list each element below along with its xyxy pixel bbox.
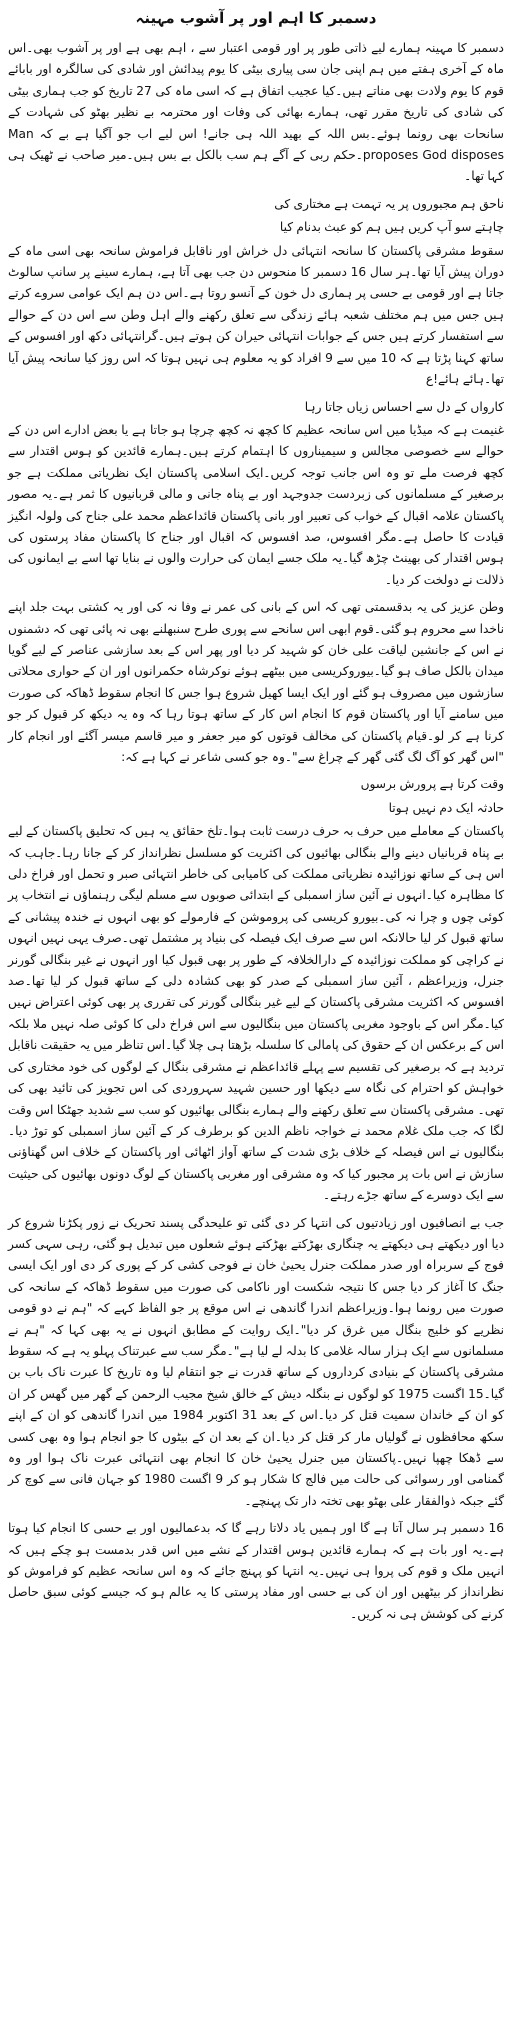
verse-line: وقت کرتا ہے پرورش برسوں — [360, 777, 504, 792]
paragraph-founder-loss: وطن عزیز کی یہ بدقسمتی تھی کہ اس کے بانی کی عمر نے وفا نہ کی اور یہ کشتی بہت جلد اپنے ناخدا سے محروم ہو گئی۔قوم ابھی اس سانحے سے پوری طرح سنبھلنے بھی نہ پائی تھی کہ دشمنوں نے اس کے جانشین لیاقت علی خان کو شہید کر دیا اور پھر اس کے بعد سازشی عناصر کے لیے گویا میدان بالکل صاف ہو گیا۔بیوروکریسی میں بیٹھے ہوئے نوکرشاہ حکمرانوں اور ان کے حواری محلاتی سازشوں میں مصروف ہو گئے اور ایک ایسا کھیل شروع ہوا جس کا انجام سقوط ڈھاکہ کی صورت میں سامنے آیا اور پاکستان قوم کا انجام اس کار کے ساتھ ہوتا رہا کہ وہ یہ دیکھ کر قبول کر جو کرنا ہے کر لو۔قیام پاکستان کی مخالف قوتوں کو میر جعفر و میر قاسم میسر آگئے اور انجام کار "اس گھر کو آگ لگ گئی گھر کے چراغ سے"۔وہ جو کسی شاعر نے کہا ہے کہ: — [8, 600, 504, 764]
paragraph-intro: دسمبر کا مہینہ ہمارے لیے ذاتی طور پر اور قومی اعتبار سے ، اہم بھی ہے اور پر آشوب بھی۔اس ماہ کے آخری ہفتے میں ہم اپنی جان سی پیاری بیٹی کا یوم پیدائش اور شادی کی سالگرہ اور بابائے قوم کا یوم ولادت بھی مناتے ہیں۔کیا عجیب اتفاق ہے کہ اسی ماہ کی 27 تاریخ کو جب ہماری بیٹی کی شادی کی تاریخ مقرر تھی، ہمارے بھائی کی وفات اور محترمہ بے نظیر بھٹو کی شہادت کے سانحات بھی رونما ہوئے۔بس اللہ کے بھید اللہ ہی جانے! اس لیے اب جو آگیا ہے بے کہ Man proposes God disposes۔حکم ربی کے آگے ہم سب بالکل بے بس ہیں۔میر صاحب نے ٹھیک ہی کہا تھا۔ — [8, 41, 504, 184]
paragraph-ideological-state: غنیمت ہے کہ میڈیا میں اس سانحہ عظیم کا کچھ نہ کچھ چرچا ہو جاتا ہے یا بعض ادارے اس دن کے حوالے سے خصوصی مجالس و سیمیناروں کا اہتمام کرتے ہیں۔ہمارے قائدین کو ہوس اقتدار سے کچھ فرصت ملے تو وہ اس جانب توجہ کریں۔ایک اسلامی پاکستان ایک نظریاتی مملکت ہے جو برصغیر کے مسلمانوں کی زبردست جدوجہد اور بے پناہ جانی و مالی قربانیوں کا ثمر ہے۔یہ مصور پاکستان علامہ اقبال کے خواب کی تعبیر اور بانی پاکستان قائداعظم محمد علی جناح کی ولولہ انگیز قیادت کا حاصل ہے۔مگر افسوس، صد افسوس کہ اقبال اور جناح کا پاکستان مفاد پرستوں کی ہوس اقتدار کی بھینٹ چڑھ گیا۔یہ ملک جسے ایمان کی حرارت والوں نے بنایا تھا اسے بے ایمانوں کی ذلالت نے دولخت کر دیا۔ — [8, 422, 504, 587]
verse-line: چاہتے سو آپ کریں ہیں ہم کو عبث بدنام کیا — [279, 220, 504, 235]
article-title: دسمبر کا اہم اور پر آشوب مہینہ — [135, 9, 377, 27]
verse-line: حادثہ ایک دم نہیں ہوتا — [388, 800, 504, 815]
article-body — [8, 38, 504, 1625]
paragraph-secession-and-retribution: جب بے انصافیوں اور زیادتیوں کی انتہا کر دی گئی تو علیحدگی پسند تحریک نے زور پکڑنا شروع کر دیا اور دیکھتے ہی دیکھتے یہ چنگاری بھڑکتے بھڑکتے ہوئے شعلوں میں تبدیل ہو گئی، رہی سہی کسر فوج کے سربراہ اور صدر مملکت جنرل یحییٰ خان نے فوجی کشی کر کے پوری کر دی اور ایک ایسی جنگ کا آغاز کر دیا جس کا نتیجہ شکست اور ناکامی کی صورت میں سقوط ڈھاکہ کے سانحہ کی صورت میں رونما ہوا۔وزیراعظم اندرا گاندھی نے اس موقع پر جو الفاظ کہے کہ "ہم نے دو قومی نظریے کو خلیج بنگال میں غرق کر دیا"۔ایک روایت کے مطابق انہوں نے یہ بھی کہا کہ "ہم نے مسلمانوں سے ایک ہزار سالہ غلامی کا بدلہ لے لیا ہے"۔مگر سب سے عبرتناک پہلو یہ ہے کہ سقوط مشرقی پاکستان کے بنیادی کرداروں کے ساتھ قدرت نے جو انتقام لیا وہ تاریخ کا عبرت ناک باب بن گیا۔15 اگست 1975 کو لوگوں نے بنگلہ دیش کے خالق شیخ مجیب الرحمن کے گھر میں گھس کر ان کو ان کے خاندان سمیت قتل کر دیا۔اس کے بعد 31 اکتوبر 1984 میں اندرا گاندھی کو ان کے اپنے سکھ محافظوں نے گولیاں مار کر قتل کر دیا۔ان کے بعد ان کے بیٹوں کا جو انجام ہوا وہ بھی کسی سے ڈھکا چھپا نہیں۔پاکستان میں جنرل یحییٰ خان کا انجام بھی انتہائی عبرت ناک ہوا اور وہ گمنامی اور رسوائی کی حالت میں فالج کا شکار ہو کر 9 اگست 1980 کو جہان فانی سے کوچ کر گئے جبکہ ذوالفقار علی بھٹو بھی تختہ دار تک پہنچے۔ — [8, 1215, 504, 1508]
paragraph-conclusion: 16 دسمبر ہر سال آتا ہے گا اور ہمیں یاد دلاتا رہے گا کہ بدعمالیوں اور بے حسی کا انجام کیا ہوتا ہے۔یہ اور بات ہے کہ ہمارے قائدین ہوس اقتدار کے نشے میں اس قدر بدمست ہو چکے ہیں کہ انہیں ملک و قوم کی پروا ہی نہیں۔یہ انتہا کو پہنچ جائے کہ وہ اس سانحہ عظیم کو فراموش کو نظرانداز کر بیٹھیں اور ان کی بے حسی اور مفاد پرستی کا یہ عالم ہو کہ جیسے کوئی سبق حاصل کرنے کی کوشش ہی نہ کریں۔ — [8, 1521, 504, 1621]
paragraph-fall-of-east-pakistan: سقوط مشرقی پاکستان کا سانحہ انتہائی دل خراش اور ناقابل فراموش سانحہ بھی اسی ماہ کے دوران پیش آیا تھا۔ہر سال 16 دسمبر کا منحوس دن جب بھی آتا ہے، ہمارے سینے پر سانپ سالوٹ جاتا ہے اور قومی بے حسی پر ہماری دل خون کے آنسو روتا ہے۔اس دن ہم ایک عوامی سروے کرتے ہیں جس میں ہم مختلف شعبہ ہائے زندگی سے تعلق رکھنے والے اہل وطن سے اس دن کے حوالے سے استفسار کرتے ہیں جس کے جوابات انتہائی حیران کن ہوتے ہیں۔گرانتہائی دکھ اور افسوس کے ساتھ کہنا پڑتا ہے کہ 10 میں سے 9 افراد کو یہ معلوم ہی نہیں ہوتا کہ اس روز کیا سانحہ پیش آیا تھا۔ہائے ہائے!ع — [8, 243, 504, 387]
verse-line: کارواں کے دل سے احساس زیاں جاتا رہا — [304, 399, 504, 414]
verse-line: ناحق ہم مجبوروں پر یہ تہمت ہے مختاری کی — [274, 196, 504, 211]
paragraph-bengali-grievances: پاکستان کے معاملے میں حرف بہ حرف درست ثابت ہوا۔تلخ حقائق یہ ہیں کہ تحلیق پاکستان کے لیے بے پناہ قربانیاں دینے والے بنگالی بھائیوں کی اکثریت کو مسلسل نظرانداز کر کے جانا رہا۔جاہب کہ اس ہی کے ساتھ نوزائیدہ نظریاتی مملکت کی کامیابی کی خاطر انتہائی صبر و تحمل اور فراخ دلی کا مظاہرہ کیا۔انہوں نے آئین ساز اسمبلی کے ابتدائی صوبوں سے مسلم لیگی رہنماؤں نے انتخاب پر کوئی چوں و چرا نہ کی۔بیورو کریسی کی پروموشن کے فارمولے کو بھی انہوں نے خندہ پیشانی کے ساتھ قبول کر لیا حالانکہ اس سے صرف ایک فیصلہ کی بنیاد پر مشتمل تھی۔صرف یہی نہیں انہوں نے کراچی کو مملکت نوزائیدہ کے دارالخلافہ کے طور پر بھی قبول کیا اور انہوں نے غیر بنگالی گورنر جنرل، وزیراعظم ، آئین ساز اسمبلی کے صدر کو بھی کشادہ دلی کے ساتھ قبول کر لیا تھا۔صد افسوس کہ اکثریت مشرقی پاکستان کے لیے غیر بنگالی گورنر کی تقرری پر بھی کوئی اعتراض نہیں کیا۔مگر اس کے باوجود مغربی پاکستان میں بنگالیوں سے اس فراخ دلی کا کوئی صلہ نہیں ملا بلکہ اس کے برعکس ان کے حقوق کی پامالی کا سلسلہ بڑھتا ہی چلا گیا۔اس تناظر میں یہ حقیقت ناقابل تردید ہے کہ برصغیر کی تقسیم سے پہلے قائداعظم نے مشرقی بنگال کے لوگوں کی خود مختاری کی خواہش کو احترام کی نگاہ سے دیکھا اور حسین شہید سہروردی کی اس تجویز کی تائید بھی کی تھی۔ مشرقی پاکستان سے تعلق رکھنے والے ہمارے بنگالی بھائیوں کو سب سے شدید جھٹکا اس وقت لگا کہ جب ملک غلام محمد نے خواجہ ناظم الدین کو برطرف کر کے آئین ساز اسمبلی کو توڑ دیا۔بنگالیوں نے اس فیصلہ کے خلاف بڑی شدت کے ساتھ آواز اٹھائی اور پاکستان کے خلاف اس گھناؤنی سازش نے اس بات پر مجبور کیا کہ وہ مشرقی اور مغربی پاکستان کے لوگ دونوں بھائیوں کی حیثیت سے ایک دوسرے کے ساتھ جڑے رہتے۔ — [8, 824, 504, 1203]
